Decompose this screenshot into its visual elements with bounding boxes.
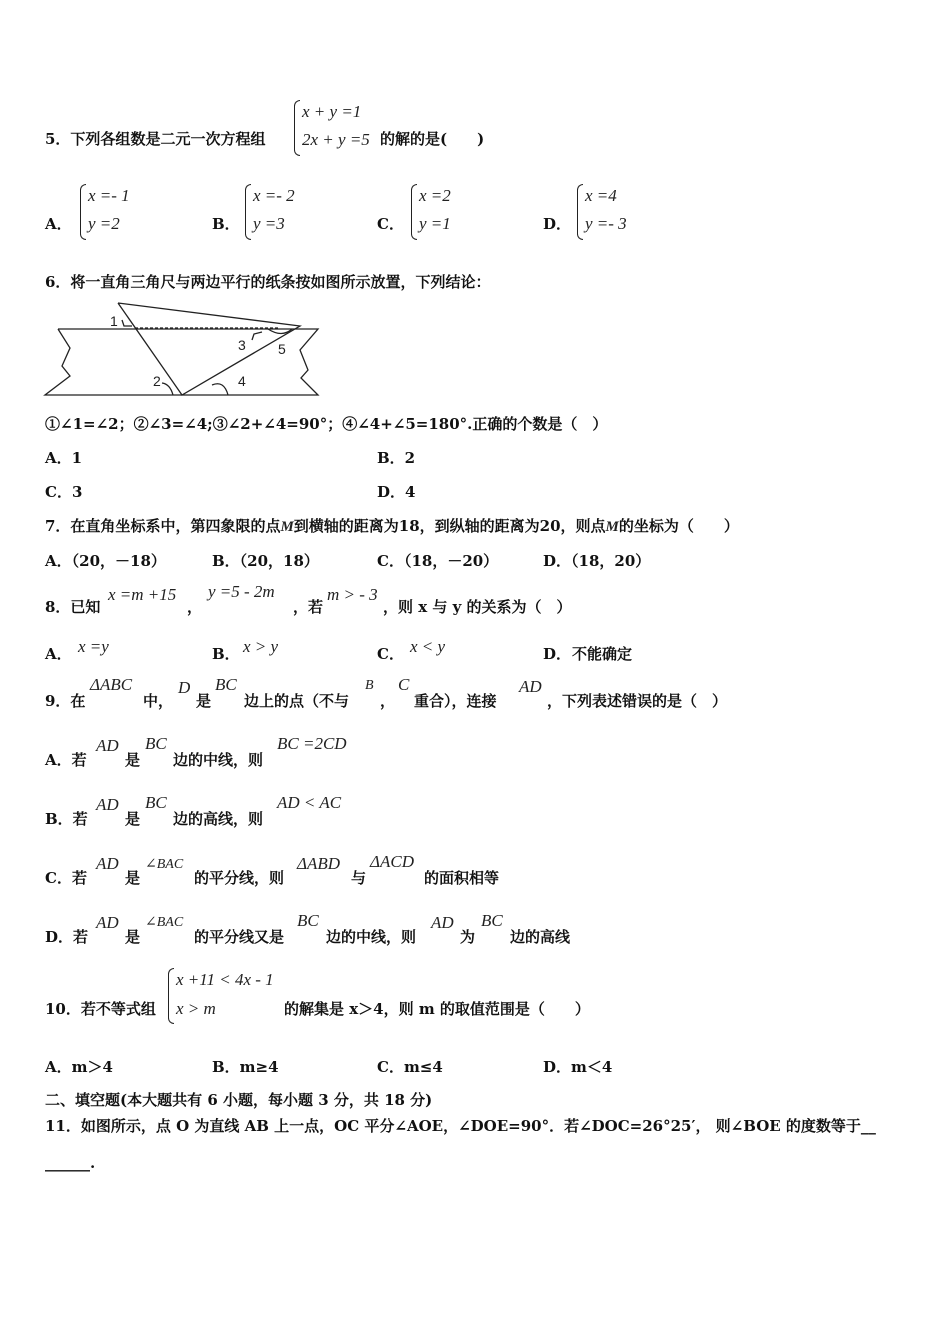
q10-option-c: C．m≤4	[377, 1058, 443, 1076]
q6-label-1: 1	[110, 313, 118, 329]
q9-option-c-label: C．若	[45, 869, 87, 887]
q5-option-c-label: C．	[377, 215, 404, 233]
q9-option-d-ad2: AD	[431, 913, 454, 932]
q7-stem	[45, 515, 739, 536]
q6-option-b: B．2	[377, 449, 416, 467]
q5-equation-system	[294, 100, 384, 156]
q10-inequality-system	[168, 968, 288, 1024]
q6-label-2: 2	[153, 373, 161, 389]
q5-option-b-line2: y =3	[253, 214, 285, 233]
q8-option-b-label: B．	[212, 645, 240, 663]
q9-p3: 是	[196, 692, 212, 710]
q9-option-d-wei: 为	[460, 928, 476, 946]
section-2-heading: 二、填空题(本大题共有 6 小题，每小题 3 分，共 18 分)	[45, 1091, 433, 1109]
q8-option-d-label: D．	[543, 645, 572, 663]
q9-option-d-ad: AD	[96, 913, 119, 932]
q11-line-2: ______.	[45, 1154, 96, 1172]
q9-option-c-ad: AD	[96, 854, 119, 873]
q5-stem-prefix: 5．下列各组数是二元一次方程组	[45, 130, 266, 148]
q5-stem-suffix: 的解的是( )	[380, 130, 485, 148]
q9-option-b-bc: BC	[145, 793, 167, 812]
q6-label-3: 3	[238, 337, 246, 353]
q9-option-a-shi: 是	[125, 751, 141, 769]
q9-option-d-text1: 的平分线又是	[194, 928, 285, 946]
q9-p5: ，	[380, 692, 396, 710]
q5-option-b-line1: x =- 2	[253, 186, 295, 205]
q8-expr-3: m > - 3	[327, 585, 378, 604]
q8-option-c-label: C．	[377, 645, 404, 663]
q9-option-a-text: 边的中线，则	[173, 751, 264, 769]
q6-option-d: D．4	[377, 483, 416, 501]
q9-option-d-bc2: BC	[481, 911, 503, 930]
q7-stem-b: 到横轴的距离为18，到纵轴的距离为20，则点	[293, 517, 606, 535]
q9-segment-ad: AD	[519, 677, 542, 696]
q6-option-a: A．1	[45, 449, 83, 467]
q9-option-b-ad: AD	[96, 795, 119, 814]
q7-var-m-2: M	[605, 519, 619, 535]
q5-option-d-system	[577, 184, 657, 240]
q9-point-c: C	[398, 675, 410, 694]
q9-option-b-label: B．若	[45, 810, 88, 828]
q7-option-a: A．（20，－18）	[45, 552, 166, 570]
q9-option-c-bac: ∠BAC	[145, 857, 184, 872]
q5-option-a-system	[80, 184, 150, 240]
q9-p7: ，下列表述错误的是（ ）	[547, 692, 728, 710]
q5-option-c-line2: y =1	[419, 214, 451, 233]
q9-triangle-abc: ΔABC	[90, 675, 133, 694]
q10-ineq-2: x > m	[176, 999, 216, 1018]
q9-option-c-yu: 与	[351, 869, 367, 887]
q6-option-c: C．3	[45, 483, 83, 501]
q7-option-c: C．（18，－20）	[377, 552, 499, 570]
q9-option-a-bc: BC	[145, 734, 167, 753]
q8-expr-2: y =5 - 2m	[208, 582, 275, 601]
q9-option-c-shi: 是	[125, 869, 141, 887]
q9-p2: 中，	[143, 692, 174, 710]
q5-option-c-system	[411, 184, 481, 240]
q9-option-a-ad: AD	[96, 736, 119, 755]
q7-option-d: D．（18，20）	[543, 552, 651, 570]
q10-option-d: D．m＜4	[543, 1058, 613, 1076]
q11-line-1: 11．如图所示，点 O 为直线 AB 上一点，OC 平分∠AOE，∠DOE=90°．若∠DOC=26°25′， 则∠BOE 的度数等于__	[45, 1117, 876, 1135]
q5-eq-1: x + y =1	[302, 102, 362, 121]
q10-prefix: 10．若不等式组	[45, 1000, 156, 1018]
q6-mark-4	[212, 384, 228, 395]
q6-figure	[40, 298, 330, 402]
q5-option-b-system	[245, 184, 315, 240]
q9-p4: 边上的点（不与	[244, 692, 350, 710]
q5-option-a-line1: x =- 1	[88, 186, 130, 205]
q9-option-d-bc: BC	[297, 911, 319, 930]
q5-option-b-label: B．	[212, 215, 240, 233]
q9-option-c-text1: 的平分线，则	[194, 869, 285, 887]
q8-option-d-text: 不能确定	[572, 645, 633, 663]
q8-prefix: 8．已知	[45, 598, 101, 616]
q9-option-d-text3: 边的高线	[510, 928, 571, 946]
q7-var-m: M	[280, 519, 294, 535]
q9-option-d-shi: 是	[125, 928, 141, 946]
q7-stem-c: 的坐标为（ ）	[618, 517, 739, 535]
q9-option-d-label: D．若	[45, 928, 89, 946]
q8-option-a-label: A．	[45, 645, 72, 663]
q8-option-b-math: x > y	[243, 637, 279, 656]
q6-triangle-ruler	[118, 303, 300, 395]
q5-option-d-line1: x =4	[585, 186, 617, 205]
q9-option-b-result: AD < AC	[277, 793, 342, 812]
q8-option-a-math: x =y	[78, 637, 109, 656]
q9-option-b-text: 边的高线，则	[173, 810, 264, 828]
q6-mark-2	[162, 383, 173, 395]
q5-option-a-line2: y =2	[88, 214, 120, 233]
q9-option-d-bac: ∠BAC	[145, 915, 184, 930]
q8-ruo: ，若	[293, 598, 324, 616]
q9-option-c-acd: ΔACD	[370, 852, 414, 871]
q6-label-5: 5	[278, 341, 286, 357]
q7-stem-a: 7．在直角坐标系中，第四象限的点	[45, 517, 281, 535]
q8-suffix: ，则 x 与 y 的关系为（ ）	[383, 598, 572, 616]
q9-option-a-result: BC =2CD	[277, 734, 347, 753]
q6-stem: 6．将一直角三角尺与两边平行的纸条按如图所示放置，下列结论：	[45, 273, 491, 291]
q5-option-d-line2: y =- 3	[585, 214, 627, 233]
q5-option-a-label: A．	[45, 215, 72, 233]
q8-option-c-math: x < y	[410, 637, 446, 656]
q8-comma: ，	[187, 598, 203, 616]
q5-option-d-label: D．	[543, 215, 572, 233]
q6-label-4: 4	[238, 373, 246, 389]
q9-option-a-label: A．若	[45, 751, 87, 769]
q5-eq-2: 2x + y =5	[302, 130, 370, 149]
q9-segment-bc: BC	[215, 675, 237, 694]
q9-point-b: B	[365, 678, 374, 693]
q10-suffix: 的解集是 x＞4，则 m 的取值范围是（ ）	[284, 1000, 590, 1018]
q9-option-c-text2: 的面积相等	[424, 869, 500, 887]
q5-option-c-line1: x =2	[419, 186, 451, 205]
q8-expr-1: x =m +15	[108, 585, 177, 604]
q10-ineq-1: x +11 < 4x - 1	[176, 970, 274, 989]
q9-option-d-text2: 边的中线，则	[326, 928, 417, 946]
q9-option-c-abd: ΔABD	[297, 854, 341, 873]
q6-conclusions: ①∠1=∠2；②∠3=∠4;③∠2+∠4=90°；④∠4+∠5=180°.正确的个数是（ ）	[45, 415, 608, 433]
q7-option-b: B．（20，18）	[212, 552, 319, 570]
q10-option-b: B．m≥4	[212, 1058, 279, 1076]
q9-point-d: D	[178, 678, 191, 697]
q10-option-a: A．m＞4	[45, 1058, 113, 1076]
q9-p6: 重合），连接	[414, 692, 497, 710]
q9-option-b-shi: 是	[125, 810, 141, 828]
q9-p1: 9．在	[45, 692, 86, 710]
q6-mark-3	[252, 332, 262, 340]
